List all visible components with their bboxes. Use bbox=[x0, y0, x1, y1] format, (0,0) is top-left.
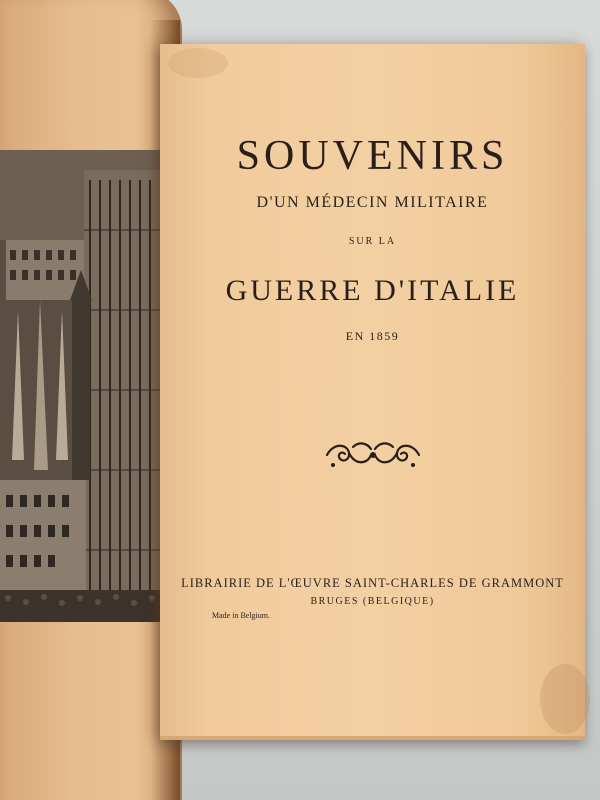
subtitle-connector: SUR LA bbox=[348, 236, 397, 247]
book-heading: GUERRE D'ITALIE bbox=[225, 274, 520, 307]
book-subtitle: D'UN MÉDECIN MILITAIRE bbox=[256, 194, 489, 211]
fleuron-ornament-icon bbox=[323, 439, 423, 471]
publisher-place: BRUGES (BELGIQUE) bbox=[310, 596, 435, 607]
book-date: EN 1859 bbox=[345, 329, 400, 343]
book-title: SOUVENIRS bbox=[236, 133, 509, 179]
title-page-text bbox=[160, 44, 585, 739]
frontispiece-engraving bbox=[0, 150, 162, 622]
origin-note: Made in Belgium. bbox=[212, 611, 270, 620]
publisher-name: LIBRAIRIE DE L'ŒUVRE SAINT-CHARLES DE GRAMMONT bbox=[181, 576, 564, 590]
